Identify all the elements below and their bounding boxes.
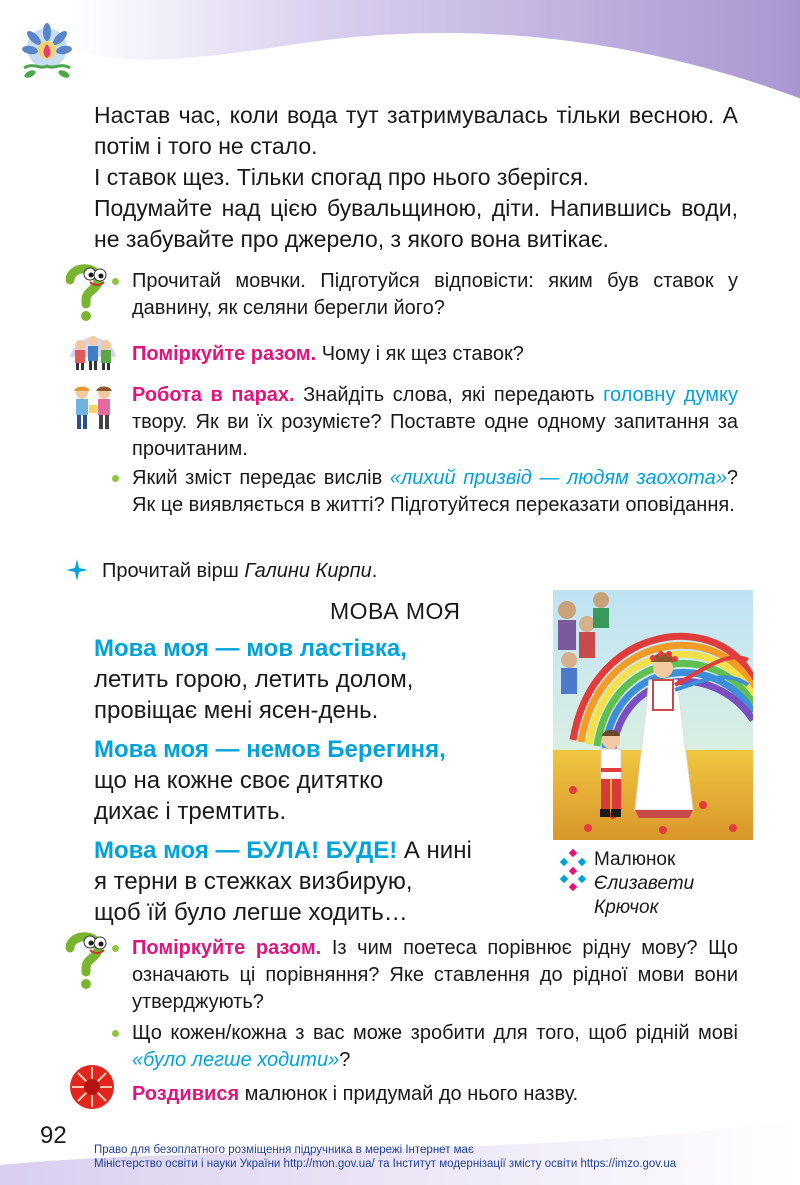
task-row: [112, 935, 738, 1016]
task-text-a: Прочитай вірш: [102, 560, 245, 582]
task-text-b: твору. Як ви їх розумієте? Поставте одне одному запитання за прочитаним.: [132, 411, 738, 460]
intro-paragraph-3: Подумайте над цією бувальщиною, діти. Напившись води, не забувайте про джерело, з якого вона витікає.: [94, 195, 738, 252]
task-text-a: Який зміст передає вислів: [132, 467, 390, 489]
task-row: [112, 341, 738, 368]
observe-picture-icon: [66, 1062, 118, 1112]
task-label: Поміркуйте разом.: [132, 937, 322, 959]
task-row: [112, 1081, 738, 1108]
poem-line: Мова моя — мов ластівка,: [94, 635, 407, 662]
poem-line: Мова моя — немов Берегиня,: [94, 736, 446, 763]
embroidery-ornament-icon: [558, 848, 588, 892]
poem-stanza-1: [94, 633, 534, 726]
task-highlight: головну думку: [603, 384, 739, 406]
task-row: [112, 1020, 738, 1074]
task-row: [112, 382, 738, 463]
flower-ornament-icon: [18, 22, 76, 84]
footer-line-2: Міністерство освіти і науки України http://mon.gov.ua/ та Інститут модернізації змісту освіти https://imzo.gov.ua: [94, 1158, 677, 1170]
poem-line: провіщає мені ясен-день.: [94, 697, 379, 724]
task-text: Із чим поетеса порівнює рідну мову? Що означають ці порівняння? Яке ставлення до рідної мови вони утверджують?: [132, 937, 738, 1013]
poem-line: летить горою, летить долом,: [94, 666, 414, 693]
intro-paragraph-2: І ставок щез. Тільки спогад про нього зберігся.: [94, 164, 590, 190]
footer-line-1: Право для безоплатного розміщення підручника в мережі Інтернет має: [94, 1144, 474, 1156]
task-row: [112, 465, 738, 519]
caption-line-1: Малюнок: [594, 849, 676, 870]
bullet-icon: [112, 475, 119, 482]
task-text: Прочитай мовчки. Підготуйся відповісти: яким був ставок у давнину, як селяни берегли його?: [132, 270, 738, 319]
task-think-together: [112, 341, 738, 368]
poem: [94, 633, 534, 928]
task-text-b: .: [371, 560, 378, 582]
task-text-b: ?: [339, 1049, 351, 1071]
footer-note: [94, 1143, 676, 1171]
task-label: Роздивися: [132, 1083, 240, 1105]
poem-line: щоб їй було легше ходить…: [94, 899, 408, 926]
pair-work-icon: [68, 383, 118, 433]
poem-stanza-3: [94, 835, 534, 928]
task-text-a: Знайдіть слова, які передають: [294, 384, 604, 406]
task-pair-work: [112, 382, 738, 519]
illustration-caption: [594, 848, 774, 920]
task-text: Чому і як щез ставок?: [316, 343, 524, 365]
question-mascot-icon: [60, 262, 110, 322]
bullet-icon: [112, 1030, 119, 1037]
childrens-drawing-illustration: [553, 590, 753, 840]
task-row: [112, 268, 738, 322]
task-text: малюнок і придумай до нього назву.: [239, 1083, 579, 1105]
poem-line: Мова моя — БУЛА! БУДЕ! А нині: [94, 837, 472, 864]
task-label: Робота в парах.: [132, 384, 295, 406]
task-text-a: Що кожен/кожна з вас може зробити для того, щоб рідній мові: [132, 1022, 738, 1044]
task-quote: «було легше ходити»: [132, 1049, 340, 1071]
task-think-together-poem: [112, 935, 738, 1074]
task-row: [102, 558, 728, 585]
task-read-poem: [102, 558, 728, 585]
page-number: 92: [40, 1122, 67, 1149]
poem-line: що на кожне своє дитятко: [94, 767, 384, 794]
intro-text: [94, 100, 738, 255]
task-read-silently: [112, 268, 738, 322]
caption-line-2: Єлизавети: [594, 873, 695, 894]
bullet-icon: [112, 945, 119, 952]
task-text-b: ? Як це виявляється в житті? Підготуйтеся переказати оповідання.: [132, 467, 738, 516]
caption-line-3: Крючок: [594, 897, 659, 918]
task-label: Поміркуйте разом.: [132, 343, 317, 365]
task-quote: «лихий призвід — людям заохота»: [389, 467, 727, 489]
sparkle-icon: [66, 559, 88, 581]
poem-line: дихає і тремтить.: [94, 798, 287, 825]
task-look-picture: [112, 1081, 738, 1108]
intro-paragraph-1: Настав час, коли вода тут затримувалась тільки весною. А потім і того не стало.: [94, 102, 738, 159]
poem-stanza-2: [94, 734, 534, 827]
task-author: Галини Кирпи: [244, 560, 372, 582]
group-discussion-icon: [68, 327, 118, 372]
question-mascot-icon: [60, 930, 110, 990]
poem-line: я терни в стежках визбирую,: [94, 868, 413, 895]
header-wave-decoration: [0, 0, 800, 100]
poem-title: МОВА МОЯ: [330, 598, 461, 624]
bullet-icon: [112, 278, 119, 285]
